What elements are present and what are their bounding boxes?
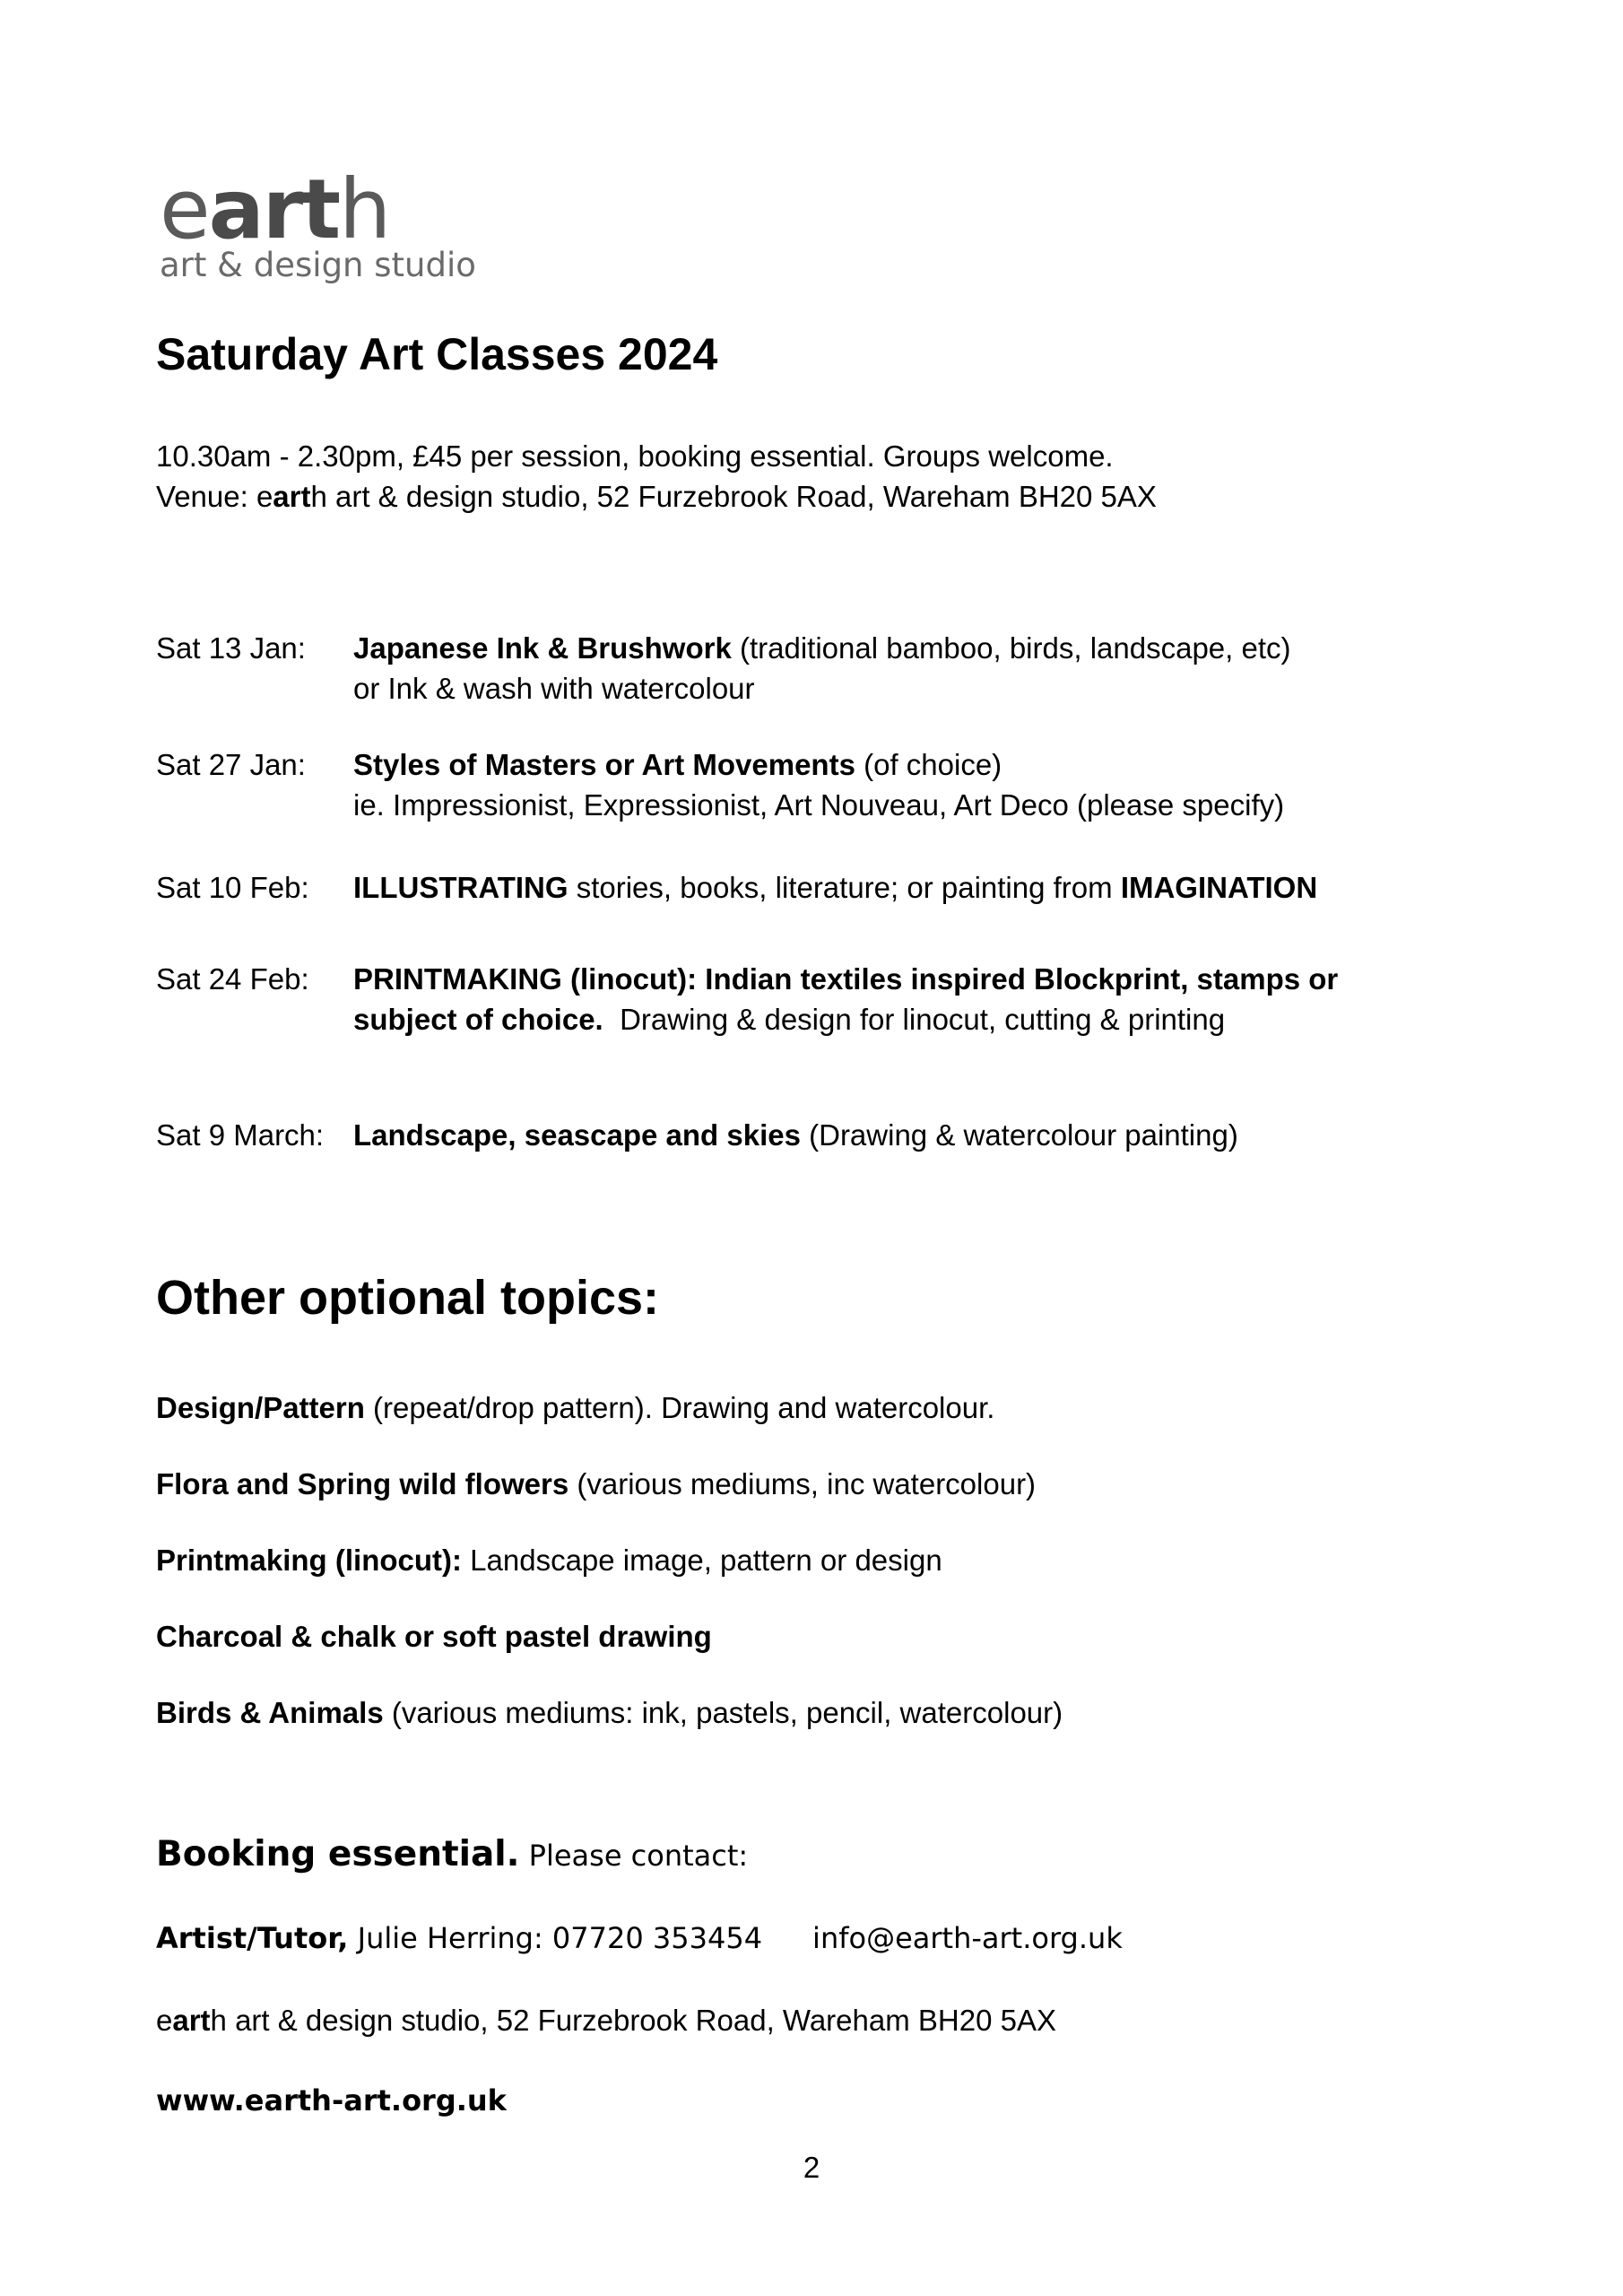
session-desc-line bbox=[353, 744, 1623, 785]
session-date: Sat 24 Feb: bbox=[156, 962, 309, 996]
page-number: 2 bbox=[803, 2151, 820, 2184]
session-desc-line bbox=[353, 959, 1623, 999]
topic-title: Charcoal & chalk or soft pastel drawing bbox=[156, 1620, 712, 1653]
intro-venue bbox=[156, 476, 1157, 517]
session-desc-line2 bbox=[353, 999, 1623, 1039]
address-line bbox=[156, 2000, 1056, 2040]
session-date: Sat 27 Jan: bbox=[156, 748, 306, 781]
topic-detail: Landscape image, pattern or design bbox=[462, 1544, 942, 1577]
topic-title: Design/Pattern bbox=[156, 1391, 365, 1424]
website-link[interactable]: www.earth-art.org.uk bbox=[156, 2083, 507, 2118]
intro-block bbox=[156, 436, 1157, 517]
logo-word-pre: e bbox=[160, 161, 209, 257]
topic-title: Printmaking (linocut): bbox=[156, 1544, 462, 1577]
page-title: Saturday Art Classes 2024 bbox=[156, 329, 718, 379]
session-description bbox=[353, 628, 1623, 709]
tutor-bold: Artist/Tutor, bbox=[156, 1921, 349, 1955]
topic-detail: (repeat/drop pattern). Drawing and watercolour. bbox=[364, 1391, 995, 1424]
other-topics-heading: Other optional topics: bbox=[156, 1271, 659, 1325]
venue-suffix: h art & design studio, 52 Furzebrook Road, Wareham BH20 5AX bbox=[310, 480, 1157, 513]
session-desc-line bbox=[353, 1115, 1623, 1155]
booking-text: Please contact: bbox=[519, 1839, 749, 1873]
earth-logo bbox=[160, 161, 476, 284]
topic-item bbox=[156, 1692, 1063, 1733]
session-topic: PRINTMAKING (linocut): Indian textiles inspired Blockprint, stamps or bbox=[353, 962, 1339, 996]
session-topic-2: IMAGINATION bbox=[1120, 871, 1318, 904]
topic-item bbox=[156, 1616, 712, 1657]
topic-item bbox=[156, 1540, 942, 1580]
session-desc-line bbox=[353, 628, 1623, 668]
session-date: Sat 13 Jan: bbox=[156, 631, 306, 665]
session-detail: stories, books, literature; or painting from bbox=[568, 871, 1121, 904]
topic-detail: (various mediums, inc watercolour) bbox=[568, 1467, 1037, 1500]
address-post: h art & design studio, 52 Furzebrook Road, Wareham BH20 5AX bbox=[210, 2004, 1056, 2037]
session-detail: (of choice) bbox=[855, 748, 1002, 781]
session-date: Sat 9 March: bbox=[156, 1118, 325, 1152]
session-detail: Drawing & design for linocut, cutting & printing bbox=[603, 1003, 1226, 1036]
booking-line bbox=[156, 1833, 748, 1877]
booking-bold: Booking essential. bbox=[156, 1834, 520, 1874]
logo-wordmark bbox=[160, 161, 476, 257]
session-desc-line2: or Ink & wash with watercolour bbox=[353, 672, 755, 705]
topic-title: Birds & Animals bbox=[156, 1696, 384, 1729]
session-description bbox=[353, 744, 1623, 825]
session-description bbox=[353, 1115, 1623, 1155]
session-topic: ILLUSTRATING bbox=[353, 871, 568, 904]
session-topic: Landscape, seascape and skies bbox=[353, 1118, 801, 1152]
topic-item bbox=[156, 1387, 994, 1428]
session-date: Sat 10 Feb: bbox=[156, 871, 309, 904]
session-description bbox=[353, 959, 1623, 1039]
topic-title: Flora and Spring wild flowers bbox=[156, 1467, 569, 1500]
logo-word-post: h bbox=[339, 161, 390, 257]
website-line bbox=[156, 2081, 507, 2121]
venue-bold: art bbox=[273, 480, 311, 513]
address-pre: e bbox=[156, 2004, 173, 2037]
venue-prefix: Venue: e bbox=[156, 480, 273, 513]
logo-word-bold: art bbox=[208, 161, 340, 257]
session-detail: (traditional bamboo, birds, landscape, etc) bbox=[731, 631, 1291, 665]
session-detail: (Drawing & watercolour painting) bbox=[800, 1118, 1238, 1152]
tutor-text: Julie Herring: 07720 353454 bbox=[348, 1921, 763, 1955]
address-bold: art bbox=[172, 2004, 211, 2037]
session-topic: Japanese Ink & Brushwork bbox=[353, 631, 732, 665]
session-desc-line2: ie. Impressionist, Expressionist, Art Nouveau, Art Deco (please specify) bbox=[353, 788, 1285, 822]
session-description bbox=[353, 867, 1623, 908]
email-link[interactable]: info@earth-art.org.uk bbox=[812, 1921, 1123, 1955]
topic-item bbox=[156, 1464, 1036, 1504]
session-topic-line2: subject of choice. bbox=[353, 1003, 603, 1036]
session-desc-line bbox=[353, 867, 1623, 908]
session-topic: Styles of Masters or Art Movements bbox=[353, 748, 855, 781]
intro-times-price: 10.30am - 2.30pm, £45 per session, booking essential. Groups welcome. bbox=[156, 439, 1114, 473]
tutor-line bbox=[156, 1918, 1123, 1959]
logo-subtitle: art & design studio bbox=[160, 246, 476, 284]
topic-detail: (various mediums: ink, pastels, pencil, watercolour) bbox=[383, 1696, 1063, 1729]
